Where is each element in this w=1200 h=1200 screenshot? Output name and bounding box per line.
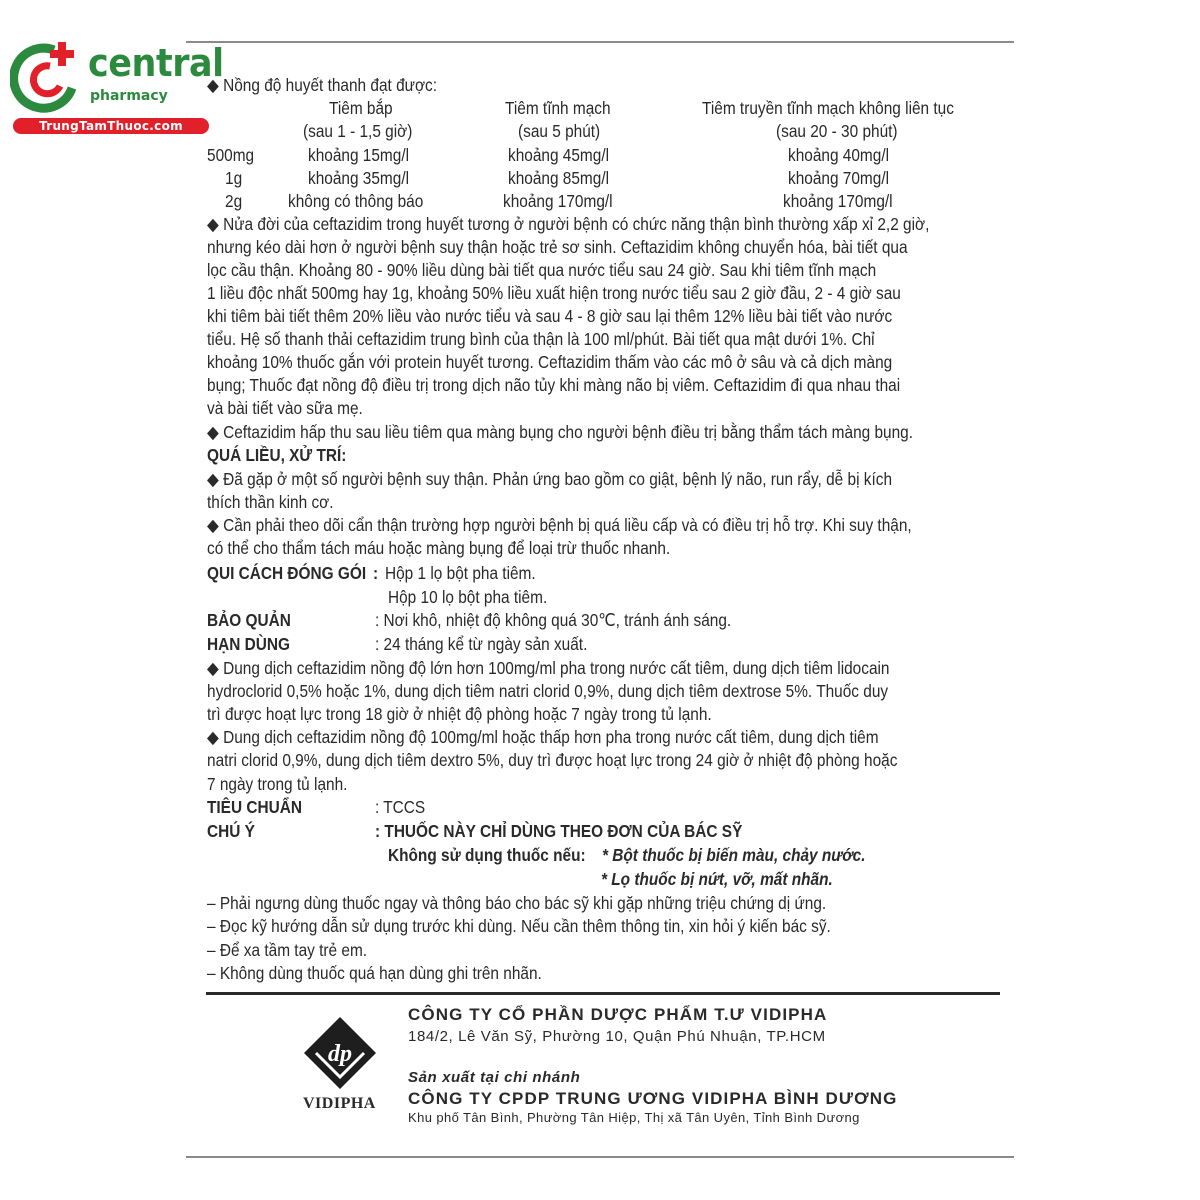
vidipha-logo-icon — [302, 1015, 378, 1091]
dont-use-item: * Bột thuốc bị biến màu, chảy nước. — [602, 845, 866, 865]
company-name: CÔNG TY CỔ PHẦN DƯỢC PHẨM T.Ư VIDIPHA — [408, 1005, 828, 1024]
serum-heading: ◆ Nồng độ huyết thanh đạt được: — [207, 75, 438, 95]
col-sub-iv: (sau 5 phút) — [518, 121, 601, 141]
branch-name: CÔNG TY CPDP TRUNG ƯƠNG VIDIPHA BÌNH DƯƠNG — [408, 1089, 898, 1108]
field-label: BẢO QUẢN — [207, 610, 291, 630]
paragraph-line: ◆ Dung dịch ceftazidim nồng độ 100mg/ml hoặc thấp hơn pha trong nước cất tiêm, dung dịch tiêm — [207, 727, 879, 747]
logo-site-badge: TrungTamThuoc.com — [13, 118, 209, 134]
paragraph-line: 7 ngày trong tủ lạnh. — [207, 774, 348, 794]
dont-use-label: Không sử dụng thuốc nếu: — [388, 845, 586, 865]
field-label: CHÚ Ý — [207, 821, 255, 841]
table-cell: khoảng 15mg/l — [307, 145, 409, 165]
company-divider — [206, 992, 1000, 995]
table-cell: không có thông báo — [288, 191, 424, 211]
paragraph-line: khoảng 10% thuốc gắn với protein huyết tương. Ceftazidim thấm vào các mô ở sâu và cả dịch màng — [207, 352, 893, 372]
logo-sub: pharmacy — [90, 88, 168, 104]
dont-use-item: * Lọ thuốc bị nứt, vỡ, mất nhãn. — [601, 869, 833, 889]
vidipha-wordmark: VIDIPHA — [303, 1095, 376, 1112]
table-cell: khoảng 45mg/l — [507, 145, 609, 165]
branch-label: Sản xuất tại chi nhánh — [408, 1069, 581, 1086]
central-cross-icon — [10, 38, 82, 116]
field-value: : TCCS — [375, 797, 426, 817]
col-sub-im: (sau 1 - 1,5 giờ) — [302, 121, 413, 141]
table-cell: khoảng 35mg/l — [307, 168, 409, 188]
branch-address: Khu phố Tân Bình, Phường Tân Hiệp, Thị xã Tân Uyên, Tỉnh Bình Dương — [408, 1110, 860, 1125]
company-address: 184/2, Lê Văn Sỹ, Phường 10, Quận Phú Nhuận, TP.HCM — [408, 1028, 826, 1045]
section-heading: QUÁ LIỀU, XỬ TRÍ: — [207, 445, 347, 465]
list-item: – Phải ngưng dùng thuốc ngay và thông báo cho bác sỹ khi gặp những triệu chứng dị ứng. — [207, 893, 827, 913]
paragraph-line: có thể cho thẩm tách máu hoặc màng bụng để loại trừ thuốc nhanh. — [207, 538, 671, 558]
list-item: – Không dùng thuốc quá hạn dùng ghi trên nhãn. — [207, 963, 542, 983]
paragraph-line: và bài tiết vào sữa mẹ. — [207, 398, 363, 418]
field-label: HẠN DÙNG — [207, 634, 290, 654]
paragraph-line: ◆ Dung dịch ceftazidim nồng độ lớn hơn 100mg/ml pha trong nước cất tiêm, dung dịch tiêm lidocain — [207, 658, 890, 678]
prescription-warning: : THUỐC NÀY CHỈ DÙNG THEO ĐƠN CỦA BÁC SỸ — [375, 821, 743, 841]
top-divider — [186, 41, 1014, 43]
col-sub-infusion: (sau 20 - 30 phút) — [775, 121, 898, 141]
table-cell: khoảng 170mg/l — [782, 191, 893, 211]
list-item: – Để xa tầm tay trẻ em. — [207, 940, 368, 960]
col-header-im: Tiêm bắp — [328, 98, 393, 118]
dose-label: 2g — [225, 191, 243, 211]
paragraph-line: ◆ Cần phải theo dõi cẩn thận trường hợp người bệnh bị quá liều cấp và có điều trị hỗ trợ. Khi suy thận, — [207, 515, 912, 535]
table-cell: khoảng 40mg/l — [787, 145, 889, 165]
col-header-infusion: Tiêm truyền tĩnh mạch không liên tục — [701, 98, 954, 118]
dose-label: 1g — [225, 168, 243, 188]
svg-text:dp: dp — [328, 1041, 352, 1067]
paragraph-line: ◆ Nửa đời của ceftazidim trong huyết tương ở người bệnh có chức năng thận bình thường xấp xỉ 2,2 giờ, — [207, 214, 930, 234]
field-separator: : — [373, 563, 379, 583]
table-cell: khoảng 70mg/l — [787, 168, 889, 188]
paragraph-line: ◆ Đã gặp ở một số người bệnh suy thận. Phản ứng bao gồm co giật, bệnh lý não, run rẩy, dễ bị kích — [207, 469, 893, 489]
logo-brand: central — [88, 41, 224, 85]
paragraph-line: 1 liều độc nhất 500mg hay 1g, khoảng 50% liều xuất hiện trong nước tiểu sau 2 giờ đầu, 2 - 4 giờ sau — [207, 283, 901, 303]
field-value: Hộp 10 lọ bột pha tiêm. — [388, 587, 548, 607]
field-label: TIÊU CHUẨN — [207, 797, 302, 817]
central-pharmacy-logo — [0, 0, 224, 140]
table-cell: khoảng 85mg/l — [507, 168, 609, 188]
col-header-iv: Tiêm tĩnh mạch — [505, 98, 611, 118]
paragraph-line: khi tiêm bài tiết thêm 20% liều vào nước tiểu và sau 4 - 8 giờ sau lại thêm 12% liều bài tiết vào nước — [207, 306, 893, 326]
dose-label: 500mg — [207, 145, 255, 165]
field-value: : 24 tháng kể từ ngày sản xuất. — [375, 634, 588, 654]
list-item: – Đọc kỹ hướng dẫn sử dụng trước khi dùng. Nếu cần thêm thông tin, xin hỏi ý kiến bác sỹ. — [207, 916, 831, 936]
paragraph-line: bụng; Thuốc đạt nồng độ điều trị trong dịch não tủy khi màng não bị viêm. Ceftazidim đi qua nhau thai — [207, 375, 901, 395]
paragraph-line: thích thần kinh cơ. — [207, 492, 334, 512]
paragraph-line: hydroclorid 0,5% hoặc 1%, dung dịch tiêm natri clorid 0,9%, dung dịch tiêm dextrose 5%. Thuốc duy — [207, 681, 889, 701]
field-value: Hộp 1 lọ bột pha tiêm. — [385, 563, 536, 583]
paragraph-line: lọc cầu thận. Khoảng 80 - 90% liều dùng bài tiết qua nước tiểu sau 24 giờ. Sau khi tiêm tĩnh mạch — [207, 260, 877, 280]
paragraph-line: tiểu. Hệ số thanh thải ceftazidim trung bình của thận là 100 ml/phút. Bài tiết qua mật dưới 1%. Chỉ — [207, 329, 875, 349]
field-value: : Nơi khô, nhiệt độ không quá 30℃, tránh ánh sáng. — [375, 610, 732, 630]
paragraph-line: nhưng kéo dài hơn ở người bệnh suy thận hoặc trẻ sơ sinh. Ceftazidim không chuyển hóa, bài tiết qua — [207, 237, 908, 257]
field-label: QUI CÁCH ĐÓNG GÓI — [207, 563, 367, 583]
peritoneal-paragraph: ◆ Ceftazidim hấp thu sau liều tiêm qua màng bụng cho người bệnh điều trị bằng thẩm tách màng bụng. — [207, 422, 914, 442]
table-cell: khoảng 170mg/l — [502, 191, 613, 211]
paragraph-line: trì được hoạt lực trong 18 giờ ở nhiệt độ phòng hoặc 7 ngày trong tủ lạnh. — [207, 704, 712, 724]
paragraph-line: natri clorid 0,9%, dung dịch tiêm dextro 5%, duy trì được hoạt lực trong 24 giờ ở nhiệt độ phòng hoặc — [207, 750, 898, 770]
bottom-divider — [186, 1156, 1014, 1158]
